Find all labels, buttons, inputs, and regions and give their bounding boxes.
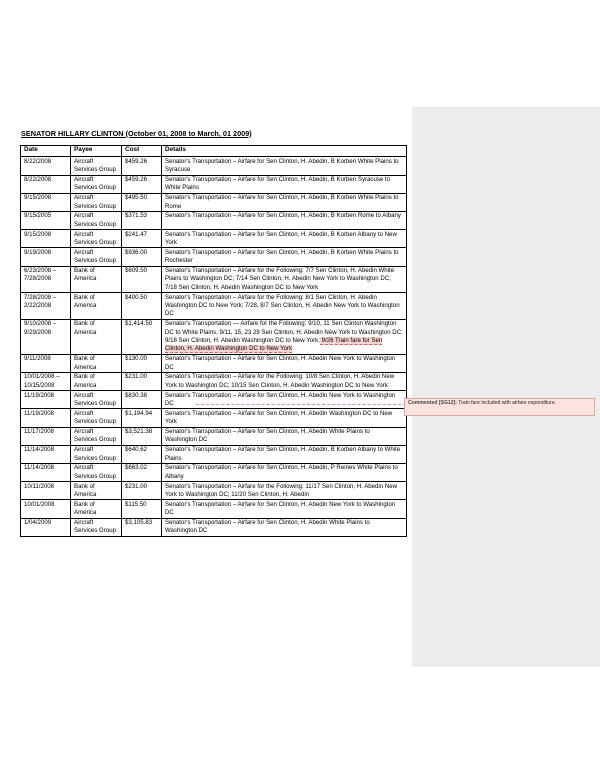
cell-details-text: Senator's Transportation – Airfare for the Following: 7/7 Sen Clinton, H. Abedin White Plains to Washington DC; 7/14 Sen Clinton, H. Abedin New York to Washington DC; 7/18 Sen Clinton, H. Abedin Washington DC to New York xyxy=(165,267,395,291)
cell-payee xyxy=(71,427,122,445)
cell-cost-text: $459.26 xyxy=(125,175,148,183)
cell-payee-text: Bank of America xyxy=(74,267,97,283)
cell-cost xyxy=(122,482,162,500)
cell-date-text: 10/01/2008 – 10/15/2008 xyxy=(24,373,60,389)
cell-details xyxy=(162,175,407,193)
cell-cost-text: $663.02 xyxy=(125,464,148,472)
cell-date-text: 9/15/2005 xyxy=(24,212,52,220)
cell-details-text: Senator's Transportation – Airfare for the Following: 10/8 Sen Clinton, H. Abedin New York to Washington DC; 10/15 Sen Clinton, H. Abedin Washington DC to New York xyxy=(165,373,395,389)
cell-details-text: Senator's Transportation – Airfare for the Following: 8/1 Sen Clinton, H. Abedin Washington DC to New York; 7/28, 8/7 Sen Clinton, H. Abedin New York to Washington DC xyxy=(165,293,400,318)
cell-cost xyxy=(122,212,162,230)
cell-details-text: Senator's Transportation — Airfare for the Following: 9/10, 11 Sen Clinton Washington DC to White Plains, 9/11, 15, 23 29 Sen Clinton, H. Abedin New York to Washington DC; 9/18 Sen Clinton, H. Abedin Washington DC to New York; xyxy=(165,320,403,345)
cell-details-text: Senator's Transportation – Airfare for Sen Clinton, H. Abedin, B Korben White Plains to Rome xyxy=(165,194,399,210)
cell-payee xyxy=(71,482,122,500)
cell-details-text: Senator's Transportation – Airfare for Sen Clinton, H. Abedin, B Korben Albany to New York xyxy=(165,230,397,246)
cell-details xyxy=(162,248,407,266)
cell-date xyxy=(21,500,71,518)
cell-payee-text: Aircraft Services Group xyxy=(74,446,116,462)
cell-date xyxy=(21,518,71,536)
cell-date-text: 11/19/2008 xyxy=(24,409,55,417)
header-date: Date xyxy=(21,146,71,157)
cell-date xyxy=(21,319,71,354)
cell-details xyxy=(162,293,407,320)
cell-cost-text: $115.50 xyxy=(125,500,147,508)
cell-payee-text: Aircraft Services Group xyxy=(74,464,116,480)
cell-payee-text: Aircraft Services Group xyxy=(74,212,116,228)
cell-details-text: Senator's Transportation – Airfare for Sen Clinton, H. Abedin, B Korben White Plains to Rochester xyxy=(165,248,399,265)
cell-date-text: 11/19/2008 xyxy=(24,391,55,399)
cell-payee xyxy=(71,175,122,193)
cell-payee-text: Bank of America xyxy=(74,320,97,336)
table-row xyxy=(21,266,407,293)
table-row xyxy=(21,482,407,500)
cell-cost-text: $371.53 xyxy=(125,212,148,220)
cell-cost xyxy=(122,373,162,391)
cell-cost xyxy=(122,518,162,536)
cell-cost xyxy=(122,319,162,354)
cell-payee xyxy=(71,293,122,320)
cell-payee xyxy=(71,354,122,372)
cell-cost xyxy=(122,391,162,409)
cell-details-text: Senator's Transportation – Airfare for Sen Clinton, H. Abedin, B Korben Rome to Albany xyxy=(165,212,401,220)
cell-cost-text: $231.00 xyxy=(125,373,148,381)
table-row xyxy=(21,464,407,482)
cell-payee xyxy=(71,193,122,211)
cell-payee-text: Aircraft Services Group xyxy=(74,230,116,246)
cell-payee-text: Aircraft Services Group xyxy=(74,194,116,210)
cell-date xyxy=(21,464,71,482)
cell-date-text: 11/14/2008 xyxy=(24,464,55,472)
cell-date-text: 10/01/2008 xyxy=(24,500,55,508)
cell-payee xyxy=(71,373,122,391)
table-row xyxy=(21,212,407,230)
cell-cost xyxy=(122,266,162,293)
cell-date xyxy=(21,409,71,427)
cell-cost-text: $1,414.50 xyxy=(125,320,153,328)
cell-payee-text: Aircraft Services Group xyxy=(74,157,116,174)
cell-date-text: 9/19/2008 xyxy=(24,248,52,256)
cell-payee xyxy=(71,230,122,248)
cell-date xyxy=(21,445,71,463)
cell-details-text: Senator's Transportation – Airfare for Sen Clinton, H. Abedin, B Korben Albany to White Plains xyxy=(165,446,401,462)
cell-details xyxy=(162,193,407,211)
cell-date-text: 9/11/2008 xyxy=(24,355,51,363)
cell-details xyxy=(162,445,407,463)
cell-date xyxy=(21,175,71,193)
cell-details xyxy=(162,427,407,445)
cell-payee xyxy=(71,518,122,536)
cell-date-text: 11/17/2008 xyxy=(24,428,55,436)
cell-date-text: 8/22/2008 xyxy=(24,175,52,183)
cell-date xyxy=(21,427,71,445)
cell-payee xyxy=(71,445,122,463)
cell-payee-text: Aircraft Services Group xyxy=(74,391,116,408)
cell-details-text: Senator's Transportation – Airfare for Sen Clinton, H. Abedin New York to Washington DC xyxy=(165,355,396,371)
cell-details xyxy=(162,518,407,536)
table-row xyxy=(21,175,407,193)
cell-payee xyxy=(71,212,122,230)
cell-date-text: 1/04/2009 xyxy=(24,519,52,527)
cell-details xyxy=(162,391,407,409)
cell-payee-text: Bank of America xyxy=(74,500,97,517)
cell-cost xyxy=(122,427,162,445)
cell-date-text: 9/10/2008 – 9/29/2008 xyxy=(24,320,57,336)
cell-cost-text: $936.00 xyxy=(125,248,148,256)
cell-date xyxy=(21,212,71,230)
cell-details xyxy=(162,157,407,175)
document-title: SENATOR HILLARY CLINTON (October 01, 2008 to March, 01 2009) xyxy=(21,129,252,138)
cell-cost-text: $400.50 xyxy=(125,293,148,301)
cell-cost xyxy=(122,157,162,175)
cell-cost-text: $830.38 xyxy=(125,391,148,399)
cell-details-text: Senator's Transportation – Airfare for Sen Clinton, H. Abedin New York to Washington DC xyxy=(165,391,396,408)
cell-details xyxy=(162,482,407,500)
cell-details-text: Senator's Transportation – Airfare for Sen Clinton, H. Abedin White Plains to Washington DC xyxy=(165,519,370,535)
cell-cost xyxy=(122,445,162,463)
expense-table xyxy=(20,145,407,537)
cell-details xyxy=(162,464,407,482)
cell-payee-text: Aircraft Services Group xyxy=(74,519,116,535)
table-header-row xyxy=(21,146,407,157)
table-row xyxy=(21,230,407,248)
cell-cost-text: $459.26 xyxy=(125,157,148,165)
cell-date xyxy=(21,293,71,320)
table-row xyxy=(21,391,407,409)
cell-date xyxy=(21,266,71,293)
cell-date-text: 9/15/2008 xyxy=(24,194,52,202)
cell-details xyxy=(162,266,407,293)
cell-details-text: Senator's Transportation – Airfare for Sen Clinton, H. Abedin New York to Washington DC xyxy=(165,500,396,517)
cell-details-text: Senator's Transportation – Airfare for Sen Clinton, H. Abedin, B Korben Syracuse to White Plains xyxy=(165,175,391,192)
table-row xyxy=(21,409,407,427)
cell-date xyxy=(21,373,71,391)
cell-details-text: Senator's Transportation – Airfare for Sen Clinton, H. Abedin, B Korben White Plains to Syracuse xyxy=(165,157,399,174)
cell-date xyxy=(21,391,71,409)
comment-margin-pane xyxy=(412,107,600,667)
cell-payee-text: Aircraft Services Group xyxy=(74,248,116,265)
cell-cost-text: $241.47 xyxy=(125,230,148,238)
cell-cost xyxy=(122,500,162,518)
cell-payee-text: Bank of America xyxy=(74,373,97,389)
cell-cost-text: $495.50 xyxy=(125,194,148,202)
cell-date-text: 10/11/2008 xyxy=(24,482,55,490)
cell-date-text: 11/14/2008 xyxy=(24,446,55,454)
cell-details xyxy=(162,230,407,248)
cell-cost xyxy=(122,293,162,320)
cell-cost-text: $640.62 xyxy=(125,446,148,454)
comment-connector-line xyxy=(196,404,406,405)
table-row xyxy=(21,354,407,372)
cell-date-text: 9/15/2008 xyxy=(24,230,52,238)
cell-date xyxy=(21,248,71,266)
cell-date xyxy=(21,482,71,500)
cell-payee xyxy=(71,391,122,409)
cell-date-text: 7/28/2008 – 2/22/2008 xyxy=(24,293,57,310)
table-row xyxy=(21,373,407,391)
header-details: Details xyxy=(162,146,407,157)
cell-payee xyxy=(71,500,122,518)
cell-cost-text: $1,194.94 xyxy=(125,409,153,417)
cell-details-text: Senator's Transportation – Airfare for Sen Clinton, H. Abedin, P Reines White Plains to Albany xyxy=(165,464,398,480)
cell-cost-text: $609.50 xyxy=(125,267,148,274)
cell-cost xyxy=(122,464,162,482)
cell-payee xyxy=(71,319,122,354)
cell-payee-text: Bank of America xyxy=(74,355,97,371)
cell-payee xyxy=(71,409,122,427)
cell-details-text: Senator's Transportation – Airfare for Sen Clinton, H. Abedin Washington DC to New York xyxy=(165,409,393,426)
cell-payee-text: Bank of America xyxy=(74,293,97,310)
cell-payee xyxy=(71,266,122,293)
table-row xyxy=(21,427,407,445)
cell-cost xyxy=(122,354,162,372)
cell-payee xyxy=(71,248,122,266)
comment-author-tag: Commented [SG12]: xyxy=(408,400,457,406)
cell-cost-text: $3,105.83 xyxy=(125,519,153,527)
table-row xyxy=(21,500,407,518)
table-body xyxy=(21,157,407,536)
header-cost: Cost xyxy=(122,146,162,157)
table-row xyxy=(21,193,407,211)
cell-payee-text: Aircraft Services Group xyxy=(74,175,116,192)
cell-cost xyxy=(122,193,162,211)
cell-date-text: 8/22/2008 xyxy=(24,157,52,165)
table-row xyxy=(21,157,407,175)
table-row xyxy=(21,518,407,536)
cell-cost-text: $231.00 xyxy=(125,482,148,490)
cell-date-text: 6/23/2008 – 7/28/2008 xyxy=(24,267,57,283)
table-row xyxy=(21,319,407,354)
cell-date xyxy=(21,157,71,175)
cell-date xyxy=(21,230,71,248)
table-row xyxy=(21,248,407,266)
cell-payee xyxy=(71,157,122,175)
cell-cost-text: $3,521.38 xyxy=(125,428,153,436)
cell-date xyxy=(21,354,71,372)
table-row xyxy=(21,293,407,320)
cell-cost xyxy=(122,175,162,193)
cell-details xyxy=(162,354,407,372)
table-row xyxy=(21,445,407,463)
cell-details xyxy=(162,319,407,354)
cell-payee xyxy=(71,464,122,482)
cell-payee-text: Bank of America xyxy=(74,482,97,499)
cell-date xyxy=(21,193,71,211)
header-payee: Payee xyxy=(71,146,122,157)
cell-details-text: Senator's Transportation – Airfare for Sen Clinton, H. Abedin White Plains to Washington DC xyxy=(165,428,370,444)
cell-cost-text: $130.00 xyxy=(125,355,148,363)
cell-details-text: Senator's Transportation – Airfare for the Following: 11/17 Sen Clinton, H. Abedin New York to Washington DC; 11/20 Sen Clinton, H. Abedin xyxy=(165,482,398,499)
cell-cost xyxy=(122,248,162,266)
cell-details xyxy=(162,409,407,427)
cell-cost xyxy=(122,230,162,248)
cell-details xyxy=(162,212,407,230)
comment-balloon[interactable] xyxy=(404,398,595,416)
cell-details xyxy=(162,500,407,518)
cell-payee-text: Aircraft Services Group xyxy=(74,428,116,444)
cell-details xyxy=(162,373,407,391)
cell-cost xyxy=(122,409,162,427)
cell-payee-text: Aircraft Services Group xyxy=(74,409,116,426)
highlighted-comment-range[interactable]: 9/26 Train fare for Sen Clinton, H. Abedin Washington DC to New York xyxy=(165,337,383,353)
comment-text: Train fare included with airfare expenditure. xyxy=(456,400,557,406)
